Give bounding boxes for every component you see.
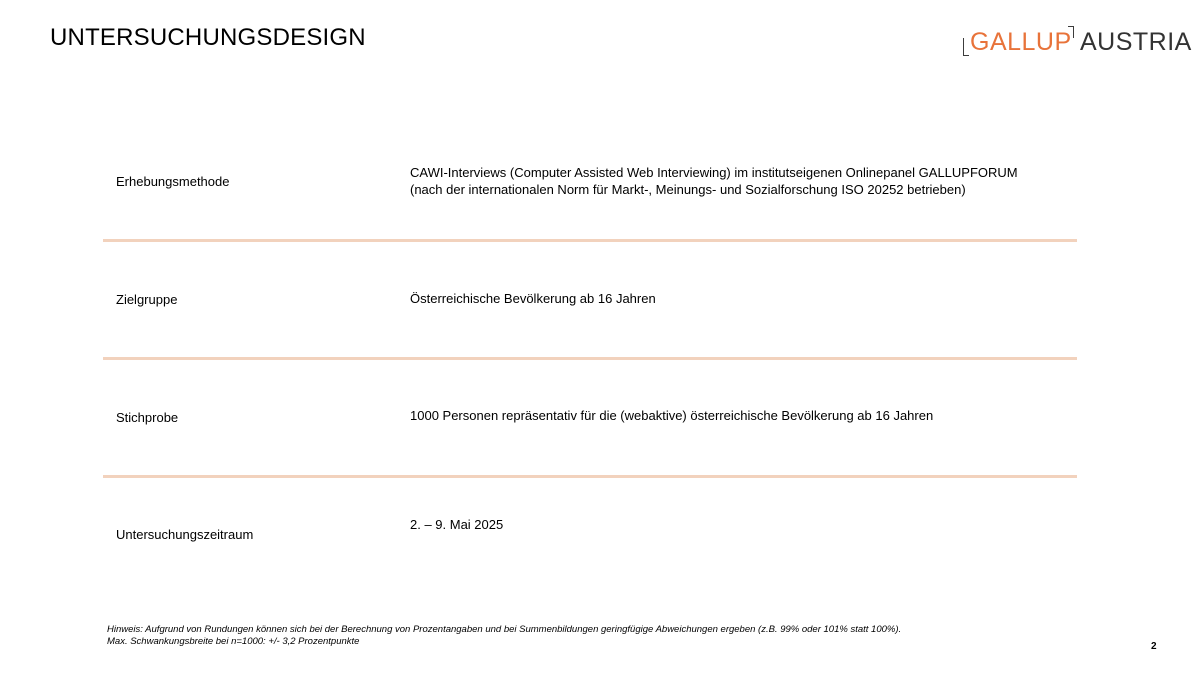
gallup-austria-logo — [962, 24, 1190, 60]
row-value-line: (nach der internationalen Norm für Markt-, Meinungs- und Sozialforschung ISO 20252 betrieben) — [410, 182, 966, 197]
footnote-line: Hinweis: Aufgrund von Rundungen können sich bei der Berechnung von Prozentangaben und bei Summenbildungen geringfügige Abweichungen ergeben (z.B. 99% oder 101% statt 100%). — [107, 624, 902, 635]
design-row-erhebungsmethode — [103, 124, 1077, 242]
page-number: 2 — [1151, 641, 1157, 652]
design-row-stichprobe — [103, 360, 1077, 478]
row-value-line: 2. – 9. Mai 2025 — [410, 517, 504, 532]
logo-region-text: AUSTRIA — [1080, 28, 1192, 56]
row-label: Untersuchungszeitraum — [116, 527, 254, 542]
logo-bracket-bottom-left — [963, 38, 969, 56]
row-label: Erhebungsmethode — [116, 174, 230, 189]
row-value-line: 1000 Personen repräsentativ für die (webaktive) österreichische Bevölkerung ab 16 Jahren — [410, 408, 934, 423]
page-title: UNTERSUCHUNGSDESIGN — [50, 24, 366, 51]
row-value-line: Österreichische Bevölkerung ab 16 Jahren — [410, 291, 656, 306]
row-label: Stichprobe — [116, 410, 179, 425]
row-value-line: CAWI-Interviews (Computer Assisted Web Interviewing) im institutseigenen Onlinepanel GALLUPFORUM — [410, 165, 1018, 180]
row-value — [410, 516, 1070, 533]
footnote — [107, 624, 901, 648]
design-row-zielgruppe — [103, 242, 1077, 360]
row-label: Zielgruppe — [116, 292, 178, 307]
row-value — [410, 407, 1070, 424]
row-value — [410, 290, 1070, 307]
logo-bracket-top-right — [1068, 26, 1074, 38]
logo-brand-text: GALLUP — [970, 28, 1072, 56]
study-design-table — [103, 124, 1077, 596]
footnote-line: Max. Schwankungsbreite bei n=1000: +/- 3,2 Prozentpunkte — [107, 636, 360, 647]
row-value — [410, 164, 1070, 198]
design-row-untersuchungszeitraum — [103, 478, 1077, 596]
